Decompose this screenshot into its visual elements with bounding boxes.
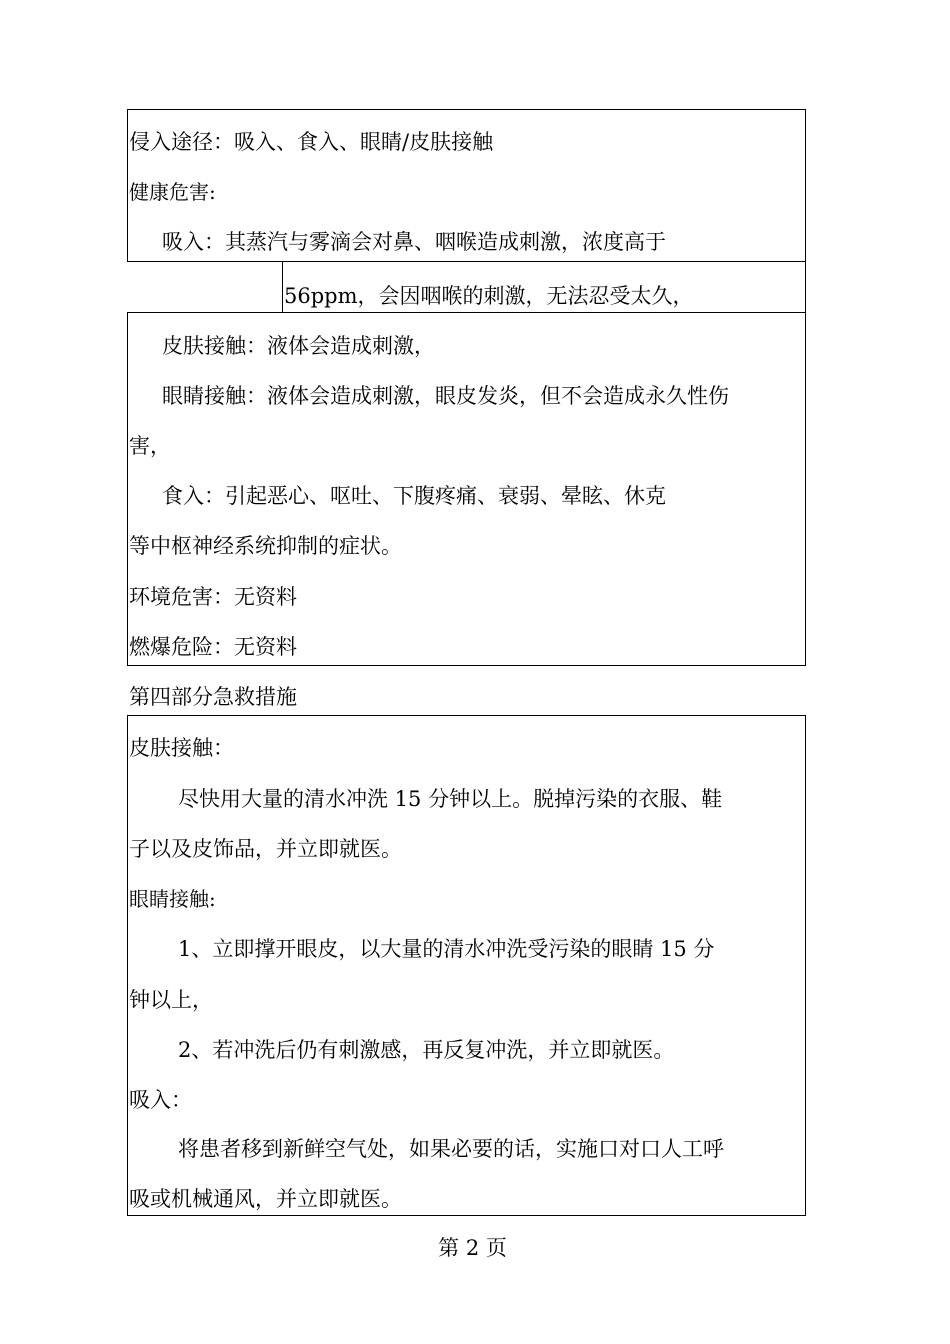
first-aid-eye-step-1-line-2: 钟以上，	[129, 988, 213, 1012]
first-aid-inhale-line-1: 将患者移到新鲜空气处，如果必要的话，实施口对口人工呼	[178, 1137, 724, 1161]
ingest-hazard-line-1: 食入：引起恶心、呕吐、下腹疼痛、衰弱、晕眩、休克	[162, 484, 666, 508]
first-aid-skin-label: 皮肤接触：	[129, 736, 234, 760]
first-aid-eye-step-1-line-1: 1、立即撑开眼皮，以大量的清水冲洗受污染的眼睛 15 分	[178, 937, 715, 961]
route-line: 侵入途径：吸入、食入、眼睛/皮肤接触	[129, 130, 494, 154]
eye-hazard-line-1: 眼睛接触：液体会造成刺激，眼皮发炎，但不会造成永久性伤	[162, 384, 729, 408]
health-hazard-label: 健康危害:	[129, 180, 216, 204]
inhale-hazard-line-2: 56ppm，会因咽喉的刺激，无法忍受太久，	[284, 284, 694, 308]
fire-hazard-line: 燃爆危险：无资料	[129, 635, 297, 659]
first-aid-inhale-line-2: 吸或机械通风，并立即就医。	[129, 1187, 402, 1211]
inhale-hazard-line-1: 吸入：其蒸汽与雾滴会对鼻、咽喉造成刺激，浓度高于	[162, 230, 666, 254]
first-aid-eye-label: 眼睛接触:	[129, 887, 216, 911]
skin-hazard-line: 皮肤接触：液体会造成刺激，	[162, 334, 435, 358]
environment-hazard-line: 环境危害：无资料	[129, 585, 297, 609]
page-number: 第 2 页	[438, 1236, 507, 1260]
first-aid-eye-step-2: 2、若冲洗后仍有刺激感，再反复冲洗，并立即就医。	[178, 1038, 675, 1062]
section-4-heading: 第四部分急救措施	[129, 685, 297, 709]
first-aid-skin-line-2: 子以及皮饰品，并立即就医。	[129, 837, 402, 861]
first-aid-inhale-label: 吸入：	[129, 1088, 192, 1112]
eye-hazard-line-2: 害，	[129, 434, 171, 458]
first-aid-skin-line-1: 尽快用大量的清水冲洗 15 分钟以上。脱掉污染的衣服、鞋	[178, 787, 723, 811]
ingest-hazard-line-2: 等中枢神经系统抑制的症状。	[129, 534, 402, 558]
